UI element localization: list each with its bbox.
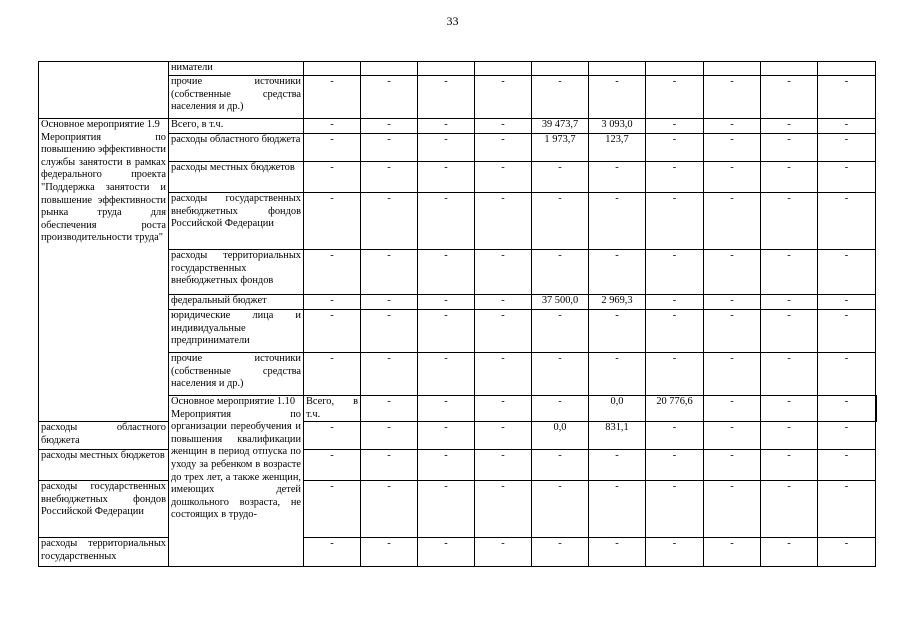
value-cell: - [646,450,704,481]
value-cell: - [589,481,646,538]
value-cell: - [761,119,818,134]
funding-source-cell: прочие источники (собственные средства населения и др.) [169,353,304,396]
value-cell: - [818,481,876,538]
activity-cell-continued [39,62,169,119]
value-cell: - [589,538,646,567]
value-cell: - [361,250,418,295]
value-cell: - [361,295,418,310]
value-cell: - [361,119,418,134]
value-cell: 20 776,6 [646,396,704,422]
value-cell: - [304,76,361,119]
value-cell: - [589,193,646,250]
table-row [39,119,877,134]
value-cell: - [761,134,818,162]
value-cell [361,62,418,76]
value-cell: - [532,250,589,295]
value-cell: - [589,76,646,119]
value-cell: - [361,193,418,250]
value-cell: - [818,250,876,295]
value-cell: - [646,250,704,295]
value-cell: - [304,310,361,353]
value-cell: - [532,396,589,422]
activity-label: Основное мероприятие 1.10 [171,396,296,407]
value-cell: - [704,353,761,396]
value-cell: 2 969,3 [589,295,646,310]
value-cell: - [761,295,818,310]
value-cell: - [704,193,761,250]
value-cell: - [475,250,532,295]
value-cell: - [418,193,475,250]
value-cell [646,62,704,76]
value-cell: - [304,295,361,310]
funding-source-cell: расходы территориальных государственных внебюджетных фондов [169,250,304,295]
value-cell [761,62,818,76]
value-cell: - [761,481,818,538]
budget-table [38,61,877,567]
value-cell: - [361,450,418,481]
value-cell: - [818,450,876,481]
value-cell: - [646,422,704,450]
value-cell: - [532,450,589,481]
value-cell: - [818,310,876,353]
value-cell: - [361,162,418,193]
value-cell [532,62,589,76]
value-cell: - [475,481,532,538]
value-cell: - [761,76,818,119]
funding-source-cell: Всего, в т.ч. [169,119,304,134]
table-row [39,450,877,481]
value-cell: - [475,295,532,310]
value-cell: 0,0 [589,396,646,422]
value-cell: - [475,76,532,119]
value-cell: - [761,353,818,396]
value-cell: - [704,162,761,193]
value-cell: - [475,450,532,481]
value-cell: - [475,162,532,193]
value-cell: - [818,119,876,134]
value-cell: - [761,193,818,250]
value-cell: 39 473,7 [532,119,589,134]
value-cell: - [418,422,475,450]
table-row [39,422,877,450]
value-cell: - [361,422,418,450]
value-cell: - [361,134,418,162]
value-cell: - [704,450,761,481]
funding-source-cell: расходы областного бюджета [169,134,304,162]
value-cell: - [646,162,704,193]
funding-source-cell: расходы местных бюджетов [39,450,169,481]
value-cell: - [704,396,761,422]
funding-source-cell: расходы территориальных государственных [39,538,169,567]
funding-source-cell: расходы государственных внебюджетных фондов Российской Федерации [169,193,304,250]
value-cell: - [589,450,646,481]
value-cell: - [475,310,532,353]
value-cell: - [704,538,761,567]
value-cell: - [532,193,589,250]
value-cell: - [532,162,589,193]
funding-source-cell: прочие источники (собственные средства населения и др.) [169,76,304,119]
value-cell [818,62,876,76]
value-cell: - [418,353,475,396]
value-cell: - [304,353,361,396]
value-cell: - [532,353,589,396]
value-cell: - [304,450,361,481]
value-cell: - [475,396,532,422]
value-cell: - [475,353,532,396]
value-cell: - [646,310,704,353]
value-cell: - [361,538,418,567]
value-cell: - [646,119,704,134]
value-cell: - [704,250,761,295]
value-cell: - [475,538,532,567]
value-cell: - [704,134,761,162]
value-cell: - [761,396,818,422]
value-cell: - [704,76,761,119]
funding-source-cell: расходы местных бюджетов [169,162,304,193]
value-cell: - [418,538,475,567]
value-cell: - [475,422,532,450]
value-cell: - [646,481,704,538]
activity-cell [169,396,304,567]
value-cell [876,396,877,422]
value-cell: - [646,538,704,567]
value-cell: - [761,538,818,567]
value-cell: - [818,422,876,450]
value-cell: - [304,538,361,567]
value-cell: - [532,538,589,567]
value-cell: 831,1 [589,422,646,450]
value-cell: - [418,310,475,353]
value-cell: - [818,76,876,119]
value-cell: - [761,450,818,481]
value-cell: - [418,119,475,134]
value-cell: - [304,134,361,162]
value-cell: - [304,422,361,450]
value-cell: - [418,76,475,119]
value-cell: - [589,162,646,193]
value-cell: - [304,250,361,295]
value-cell: - [704,119,761,134]
value-cell: - [818,134,876,162]
value-cell: - [646,134,704,162]
table-row [39,62,877,76]
value-cell: - [646,193,704,250]
value-cell: 0,0 [532,422,589,450]
value-cell: - [761,422,818,450]
value-cell: 1 973,7 [532,134,589,162]
value-cell: - [761,250,818,295]
value-cell: - [361,353,418,396]
value-cell: - [646,353,704,396]
funding-source-cell: федеральный бюджет [169,295,304,310]
value-cell: - [418,481,475,538]
value-cell: - [532,76,589,119]
value-cell: - [704,481,761,538]
value-cell: - [304,162,361,193]
value-cell: - [818,162,876,193]
funding-source-cell: расходы областного бюджета [39,422,169,450]
value-cell: - [304,119,361,134]
value-cell: - [589,250,646,295]
value-cell: - [361,481,418,538]
value-cell: 123,7 [589,134,646,162]
value-cell: - [818,193,876,250]
value-cell [418,62,475,76]
value-cell: - [475,134,532,162]
value-cell: - [704,295,761,310]
value-cell: - [418,134,475,162]
value-cell: - [818,353,876,396]
value-cell: - [418,450,475,481]
activity-description: Мероприятия по повышению эффективности службы занятости в рамках федерального проекта "Поддержка занятости и повышение эффективности рынка труда для обеспечения роста производительности труда" [41,131,166,244]
value-cell: - [361,396,418,422]
value-cell: - [532,310,589,353]
value-cell: - [818,538,876,567]
table-row [39,481,877,538]
value-cell: - [418,162,475,193]
value-cell: - [704,422,761,450]
table-row [39,538,877,567]
activity-description: Мероприятия по организации переобучения и повышения квалификации женщин в период отпуска по уходу за ребенком в возрасте до трех лет, а также женщин, имеющих детей дошкольного возраста, не состоящих в трудо- [171,408,301,521]
funding-source-cell: ниматели [169,62,304,76]
value-cell: - [361,310,418,353]
value-cell: - [646,76,704,119]
activity-label: Основное мероприятие 1.9 [41,119,160,130]
value-cell: - [418,250,475,295]
value-cell: - [704,310,761,353]
value-cell: 37 500,0 [532,295,589,310]
value-cell: - [475,193,532,250]
value-cell [304,62,361,76]
value-cell: - [761,162,818,193]
value-cell [704,62,761,76]
value-cell: - [761,310,818,353]
value-cell: - [361,76,418,119]
page-number: 33 [446,14,459,28]
value-cell [475,62,532,76]
value-cell: - [304,193,361,250]
funding-source-cell: юридические лица и индивидуальные предприниматели [169,310,304,353]
value-cell: - [532,481,589,538]
value-cell: - [418,295,475,310]
activity-cell [39,119,169,422]
value-cell: 3 093,0 [589,119,646,134]
value-cell: - [418,396,475,422]
value-cell: - [589,310,646,353]
value-cell: - [818,295,876,310]
funding-source-cell: расходы государственных внебюджетных фондов Российской Федерации [39,481,169,538]
value-cell: - [589,353,646,396]
value-cell: - [818,396,876,422]
funding-source-cell: Всего, в т.ч. [304,396,361,422]
value-cell: - [646,295,704,310]
value-cell [589,62,646,76]
value-cell: - [304,481,361,538]
value-cell: - [475,119,532,134]
